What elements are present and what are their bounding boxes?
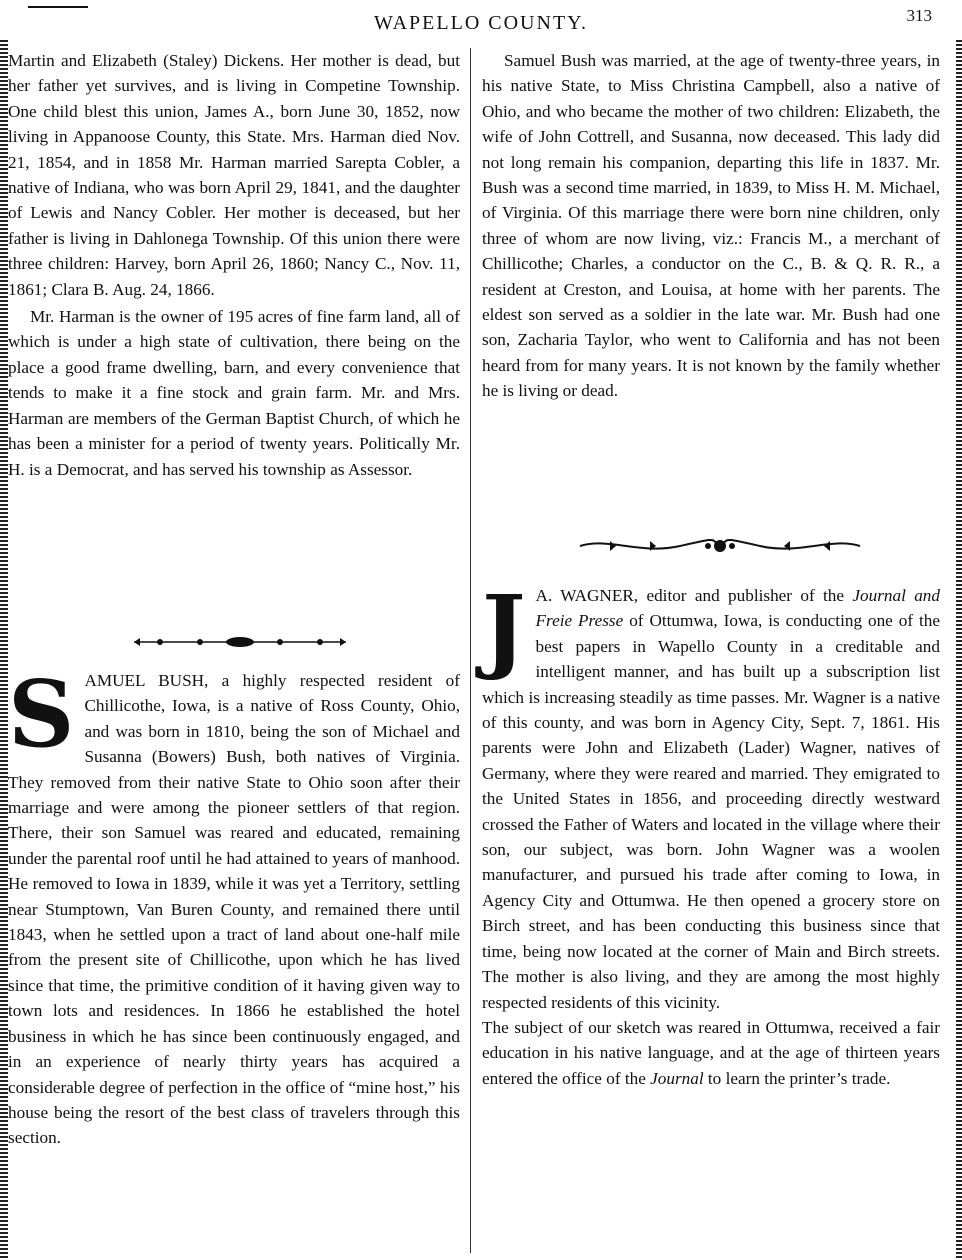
newspaper-title: Journal and Freie Presse [535,586,940,631]
dropcap-j: J [482,575,526,683]
left-margin-border [0,40,8,1260]
page-header [0,0,962,40]
wagner-biography [482,575,941,1091]
header-rule [28,6,88,8]
dropcap-s: S [8,660,75,768]
wagner-text-2: of Ottumwa, Iowa, is conducting one of the best papers in Wapello County in a creditable and intelligent manner, and has built up a subscription list which is increasing steadily as time passes. Mr. Wagner is a native of this county, and was born in Agency City, Sept. 7, 1861. His parents were John and Elizabeth (Lader) Wagner, natives of Germany, where they were reared and married. They emigrated to the United States in 1856, and proceeding directly westward crossed the Father of Waters and located in the village where their son, our subject, was born. John Wagner was a woolen manufacturer, and pursued his trade after coming to Iowa, in Agency City and Ottumwa. He then opened a grocery store on Birch street, and has been conducting this business since that time, being now located at the corner of Main and Birch streets. The mother is also living, and they are among the most highly respected residents of this vicinity. [482,611,941,1012]
right-column [482,48,940,404]
harman-paragraph-2: Mr. Harman is the owner of 195 acres of fine farm land, all of which is under a high state of cultivation, there being on the place a good frame dwelling, barn, and every convenience that tends to make it a fine stock and grain farm. Mr. and Mrs. Harman are members of the German Baptist Church, of which he has been a minister for a period of twenty years. Politically Mr. H. is a Democrat, and has served his township as Assessor. [8,307,460,479]
wagner-last-paragraph [482,1015,940,1091]
wagner-last-text-1: The subject of our sketch was reared in Ottumwa, received a fair education in his native language, and at the age of thirteen years entered the office of the [482,1017,940,1088]
wagner-last-text-2: to learn the printer’s trade. [703,1068,891,1088]
journal-title: Journal [650,1068,704,1088]
bush-biography-text: a highly respected resident of Chillicothe, Iowa, is a native of Ross County, Ohio, and was born in 1810, being the son of Michael and Susanna (Bowers) Bush, both natives of Virginia. They removed from their native State to Ohio soon after their marriage and were among the pioneer settlers of that region. There, their son Samuel was reared and educated, remaining under the parental roof until he had attained to years of manhood. He removed to Iowa in 1839, while it was yet a Territory, settling near Stumptown, Van Buren County, and remained there until 1843, when he settled upon a tract of land about one-half mile from the present site of Chillicothe, upon which he has lived since that time, the primitive condition of it having given way to town lots and residences. In 1866 he established the hotel business in which he has since been continuously engaged, and in an experience of nearly thirty years has acquired a considerable degree of perfection in the office of “mine host,” his house being the resort of the best class of travelers through this section. [8,671,460,1148]
bush-marriage-paragraph: Samuel Bush was married, at the age of twenty-three years, in his native State, to Miss Christina Campbell, also a native of Ohio, and who became the mother of two children: Elizabeth, the wife of John Cottrell, and Susanna, now deceased. This lady did not long remain his companion, departing this life in 1837. Mr. Bush was a second time married, in 1839, to Miss H. M. Michael, of Virginia. Of this marriage there were born nine children, only three of whom are now living, viz.: Francis M., a merchant of Chillicothe; Charles, a conductor on the C., B. & Q. R. R., a resident at Creston, and Louisa, at home with her parents. The eldest son served as a soldier in the late war. Mr. Bush had one son, Zacharia Taylor, who went to California and has not been heard from for many years. It is not known by the family whether he is living or dead. [482,51,940,401]
section-ornament-left [120,632,360,652]
running-title: WAPELLO COUNTY. [373,12,589,34]
bush-name-lead: AMUEL BUSH, [84,671,209,690]
column-divider [470,48,471,1253]
page-number: 313 [906,6,932,25]
floral-ornament-icon [570,535,870,557]
left-column [8,48,460,482]
section-ornament-right [560,533,880,559]
right-margin-border [956,40,962,1260]
ornament-rule-icon [130,634,350,650]
harman-paragraph-1: Martin and Elizabeth (Staley) Dickens. Her mother is dead, but her father yet survives, and is living in Competine Township. One child blest this union, James A., born June 30, 1852, now living in Appanoose County, this State. Mrs. Harman died Nov. 21, 1854, and in 1858 Mr. Harman married Sarepta Cobler, a native of Indiana, who was born April 29, 1841, and the daughter of Lewis and Nancy Cobler. Her mother is deceased, but her father is living in Dahlonega Township. Of this union there were three children: Harvey, born April 26, 1860; Nancy C., Nov. 11, 1861; Clara B. Aug. 24, 1866. [8,51,460,299]
wagner-name-lead: A. WAGNER, [535,586,639,605]
wagner-text-1: editor and publisher of the [638,586,853,605]
bush-biography [8,660,460,1151]
